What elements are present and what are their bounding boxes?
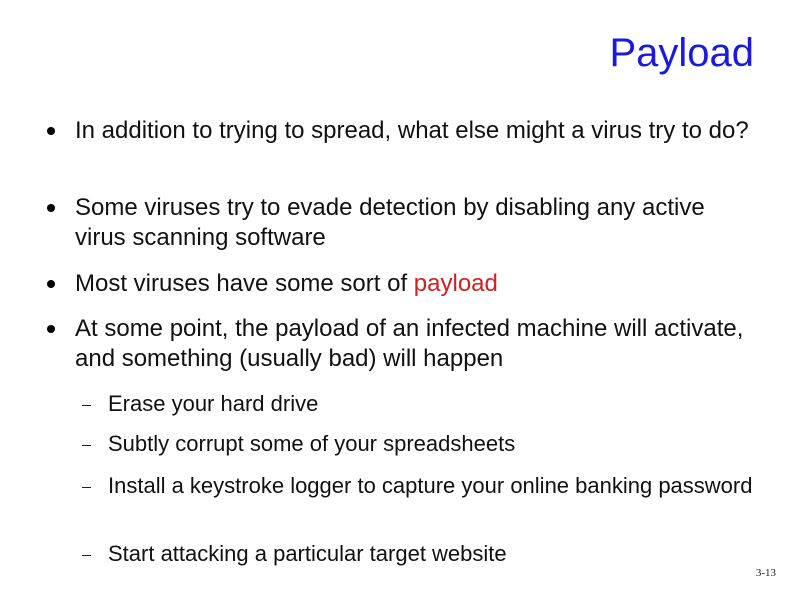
subbullet-item — [108, 390, 768, 418]
subbullet-item — [108, 430, 768, 458]
bullet-text: Most viruses have some sort of — [75, 270, 414, 297]
subbullet-text: Install a keystroke logger to capture your online banking password — [108, 473, 753, 498]
bullet-dot-icon — [47, 325, 55, 333]
bullet-dot-icon — [47, 280, 55, 288]
bullet-item — [75, 116, 755, 146]
dash-icon — [82, 487, 91, 488]
bullet-dot-icon — [47, 127, 55, 135]
dash-icon — [82, 405, 91, 406]
bullet-text: Some viruses try to evade detection by disabling any active virus scanning software — [75, 194, 705, 251]
bullet-text: At some point, the payload of an infected machine will activate, and something (usually bad) will happen — [75, 315, 744, 372]
subbullet-text: Subtly corrupt some of your spreadsheets — [108, 431, 516, 456]
subbullet-text: Erase your hard drive — [108, 391, 319, 416]
slide-title: Payload — [609, 31, 754, 75]
bullet-item — [75, 314, 755, 374]
highlighted-term: payload — [413, 270, 498, 297]
page-number: 3-13 — [755, 567, 776, 579]
subbullet-item — [108, 540, 768, 568]
bullet-text: In addition to trying to spread, what else might a virus try to do? — [75, 117, 749, 144]
subbullet-text: Start attacking a particular target website — [108, 541, 507, 566]
dash-icon — [82, 445, 91, 446]
dash-icon — [82, 555, 91, 556]
bullet-item — [75, 269, 755, 299]
bullet-dot-icon — [47, 204, 55, 212]
subbullet-item — [108, 472, 768, 500]
bullet-item — [75, 193, 755, 253]
